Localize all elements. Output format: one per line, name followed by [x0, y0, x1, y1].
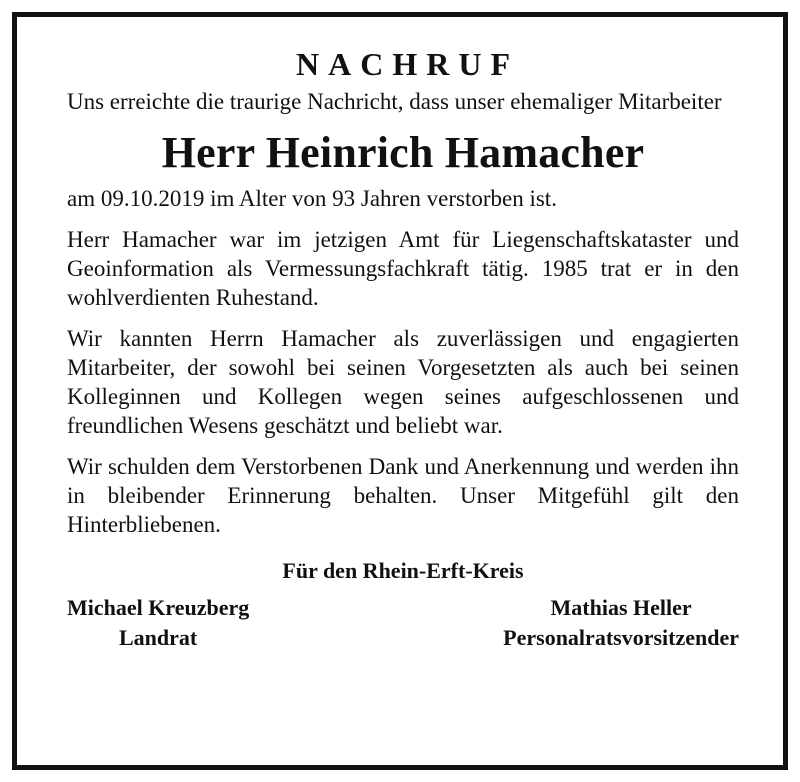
deceased-name: Herr Heinrich Hamacher [161, 128, 645, 177]
signer-name: Mathias Heller [550, 595, 692, 620]
paragraph-career: Herr Hamacher war im jetzigen Amt für Liegenschaftskataster und Geoinformation als Vermessungsfachkraft tätig. 1985 trat er in den wohlverdienten Ruhestand. [67, 227, 739, 310]
notice-content [67, 45, 739, 653]
notice-frame [12, 12, 788, 770]
signers [67, 593, 739, 653]
paragraph-character: Wir kannten Herrn Hamacher als zuverlässigen und engagierten Mitarbeiter, der sowohl bei seinen Vorgesetzten als auch bei seinen Kolleginnen und Kollegen wegen seines aufgeschlossenen und freundlichen Wesens geschätzt und beliebt war. [67, 326, 739, 438]
signer-right [503, 593, 739, 653]
signer-left [67, 593, 249, 653]
intro-text: Uns erreichte die traurige Nachricht, dass unser ehemaliger Mitarbeiter [67, 89, 722, 114]
death-line: am 09.10.2019 im Alter von 93 Jahren verstorben ist. [67, 186, 557, 211]
sender-line: Für den Rhein-Erft-Kreis [282, 558, 524, 583]
signer-role: Personalratsvorsitzender [503, 625, 739, 650]
notice-heading: NACHRUF [296, 46, 519, 82]
signer-role: Landrat [119, 625, 198, 650]
signer-name: Michael Kreuzberg [67, 595, 250, 620]
paragraph-condolence: Wir schulden dem Verstorbenen Dank und Anerkennung und werden ihn in bleibender Erinnerung behalten. Unser Mitgefühl gilt den Hinterbliebenen. [67, 454, 739, 537]
